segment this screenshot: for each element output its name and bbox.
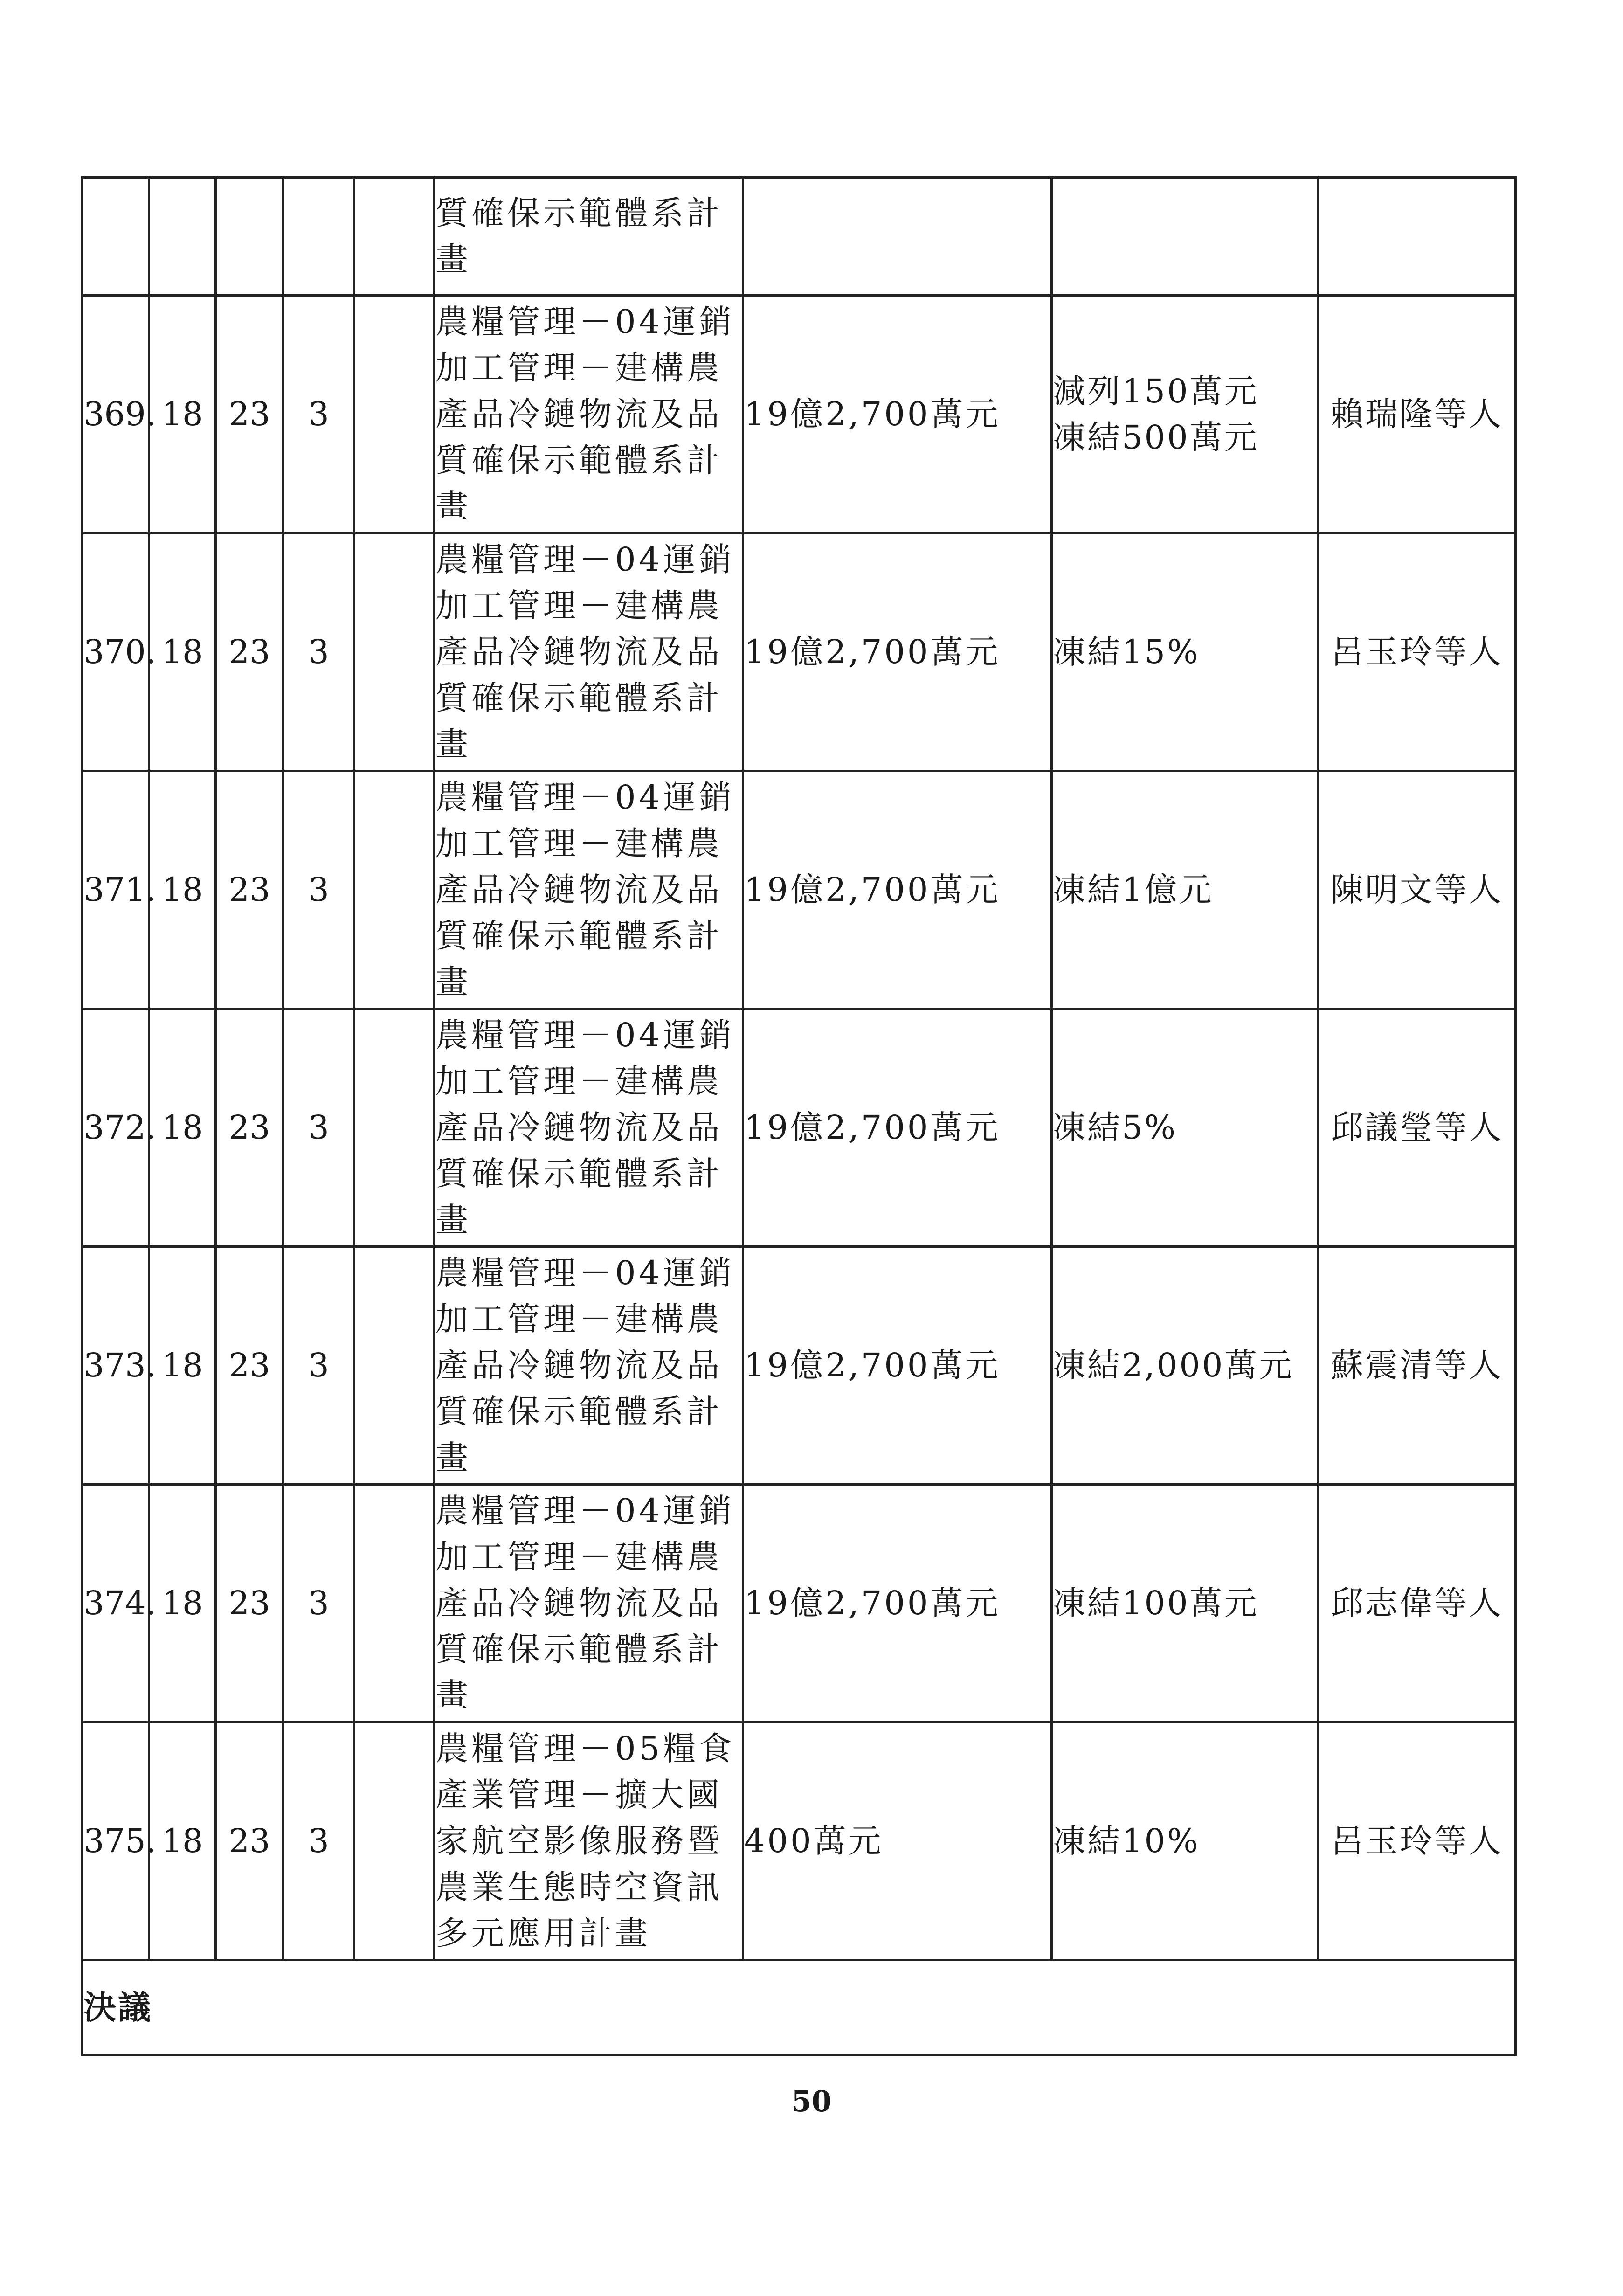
table-row — [83, 296, 1516, 533]
table-row — [83, 1009, 1516, 1247]
cell-action — [1052, 1485, 1319, 1722]
cell-col4 — [354, 178, 435, 296]
cell-col2: 23 — [216, 296, 283, 533]
cell-col1: 18 — [149, 1247, 216, 1485]
cell-col4 — [354, 1722, 435, 1960]
cell-col3: 3 — [283, 1485, 354, 1722]
action-line: 減列150萬元 — [1053, 372, 1259, 410]
cell-proposer: 陳明文等人 — [1319, 771, 1516, 1009]
cell-col3 — [283, 178, 354, 296]
table-row — [83, 533, 1516, 771]
cell-col2: 23 — [216, 533, 283, 771]
resolution-row — [83, 1960, 1516, 2055]
action-line: 凍結5% — [1053, 1108, 1178, 1147]
cell-col3: 3 — [283, 533, 354, 771]
table-row — [83, 1485, 1516, 1722]
cell-item: 農糧管理－05糧食產業管理－擴大國家航空影像服務暨農業生態時空資訊多元應用計畫 — [435, 1722, 743, 1960]
cell-item: 農糧管理－04運銷加工管理－建構農產品冷鏈物流及品質確保示範體系計畫 — [435, 771, 743, 1009]
cell-col3: 3 — [283, 1722, 354, 1960]
cell-action — [1052, 771, 1319, 1009]
cell-action — [1052, 296, 1319, 533]
cell-number: 370. — [83, 533, 149, 771]
cell-amount: 19億2,700萬元 — [743, 1485, 1052, 1722]
cell-amount: 400萬元 — [743, 1722, 1052, 1960]
budget-proposal-table — [81, 176, 1517, 2056]
cell-proposer: 蘇震清等人 — [1319, 1247, 1516, 1485]
cell-col2: 23 — [216, 1247, 283, 1485]
cell-proposer: 賴瑞隆等人 — [1319, 296, 1516, 533]
cell-col1: 18 — [149, 1009, 216, 1247]
cell-col2: 23 — [216, 1009, 283, 1247]
cell-col3: 3 — [283, 1247, 354, 1485]
cell-amount: 19億2,700萬元 — [743, 533, 1052, 771]
cell-number: 371. — [83, 771, 149, 1009]
cell-col2: 23 — [216, 1485, 283, 1722]
action-line: 凍結100萬元 — [1053, 1584, 1259, 1622]
cell-col3: 3 — [283, 296, 354, 533]
cell-action — [1052, 533, 1319, 771]
action-line: 凍結15% — [1053, 633, 1200, 671]
cell-item: 農糧管理－04運銷加工管理－建構農產品冷鏈物流及品質確保示範體系計畫 — [435, 1485, 743, 1722]
table-row — [83, 1247, 1516, 1485]
cell-item: 農糧管理－04運銷加工管理－建構農產品冷鏈物流及品質確保示範體系計畫 — [435, 533, 743, 771]
cell-col1: 18 — [149, 296, 216, 533]
cell-item: 農糧管理－04運銷加工管理－建構農產品冷鏈物流及品質確保示範體系計畫 — [435, 1247, 743, 1485]
cell-col4 — [354, 771, 435, 1009]
cell-action — [1052, 1722, 1319, 1960]
cell-col1 — [149, 178, 216, 296]
cell-col4 — [354, 533, 435, 771]
cell-number: 373. — [83, 1247, 149, 1485]
cell-number: 375. — [83, 1722, 149, 1960]
cell-col1: 18 — [149, 1722, 216, 1960]
action-line: 凍結2,000萬元 — [1053, 1346, 1294, 1384]
cell-item: 質確保示範體系計畫 — [435, 178, 743, 296]
cell-col2: 23 — [216, 771, 283, 1009]
cell-col2: 23 — [216, 1722, 283, 1960]
cell-proposer: 邱志偉等人 — [1319, 1485, 1516, 1722]
cell-proposer: 邱議瑩等人 — [1319, 1009, 1516, 1247]
cell-proposer: 呂玉玲等人 — [1319, 1722, 1516, 1960]
resolution-label: 決議 — [83, 1960, 1516, 2055]
cell-action — [1052, 178, 1319, 296]
cell-col4 — [354, 1485, 435, 1722]
cell-col2 — [216, 178, 283, 296]
cell-item: 農糧管理－04運銷加工管理－建構農產品冷鏈物流及品質確保示範體系計畫 — [435, 296, 743, 533]
cell-amount: 19億2,700萬元 — [743, 1009, 1052, 1247]
table-body — [83, 178, 1516, 2055]
cell-proposer: 呂玉玲等人 — [1319, 533, 1516, 771]
cell-col1: 18 — [149, 1485, 216, 1722]
action-line: 凍結500萬元 — [1053, 418, 1259, 456]
cell-amount: 19億2,700萬元 — [743, 771, 1052, 1009]
cell-action — [1052, 1247, 1319, 1485]
table-row-continuation — [83, 178, 1516, 296]
cell-col1: 18 — [149, 771, 216, 1009]
page-number: 50 — [791, 2084, 832, 2118]
cell-col4 — [354, 1247, 435, 1485]
cell-col3: 3 — [283, 771, 354, 1009]
cell-action — [1052, 1009, 1319, 1247]
cell-amount: 19億2,700萬元 — [743, 296, 1052, 533]
cell-number: 372. — [83, 1009, 149, 1247]
cell-col3: 3 — [283, 1009, 354, 1247]
table-row — [83, 771, 1516, 1009]
cell-amount: 19億2,700萬元 — [743, 1247, 1052, 1485]
action-line: 凍結1億元 — [1053, 871, 1214, 909]
cell-col1: 18 — [149, 533, 216, 771]
table-row — [83, 1722, 1516, 1960]
cell-proposer — [1319, 178, 1516, 296]
cell-col4 — [354, 296, 435, 533]
cell-number: 374. — [83, 1485, 149, 1722]
action-line: 凍結10% — [1053, 1822, 1200, 1860]
cell-number: 369. — [83, 296, 149, 533]
cell-number — [83, 178, 149, 296]
cell-item: 農糧管理－04運銷加工管理－建構農產品冷鏈物流及品質確保示範體系計畫 — [435, 1009, 743, 1247]
cell-amount — [743, 178, 1052, 296]
cell-col4 — [354, 1009, 435, 1247]
